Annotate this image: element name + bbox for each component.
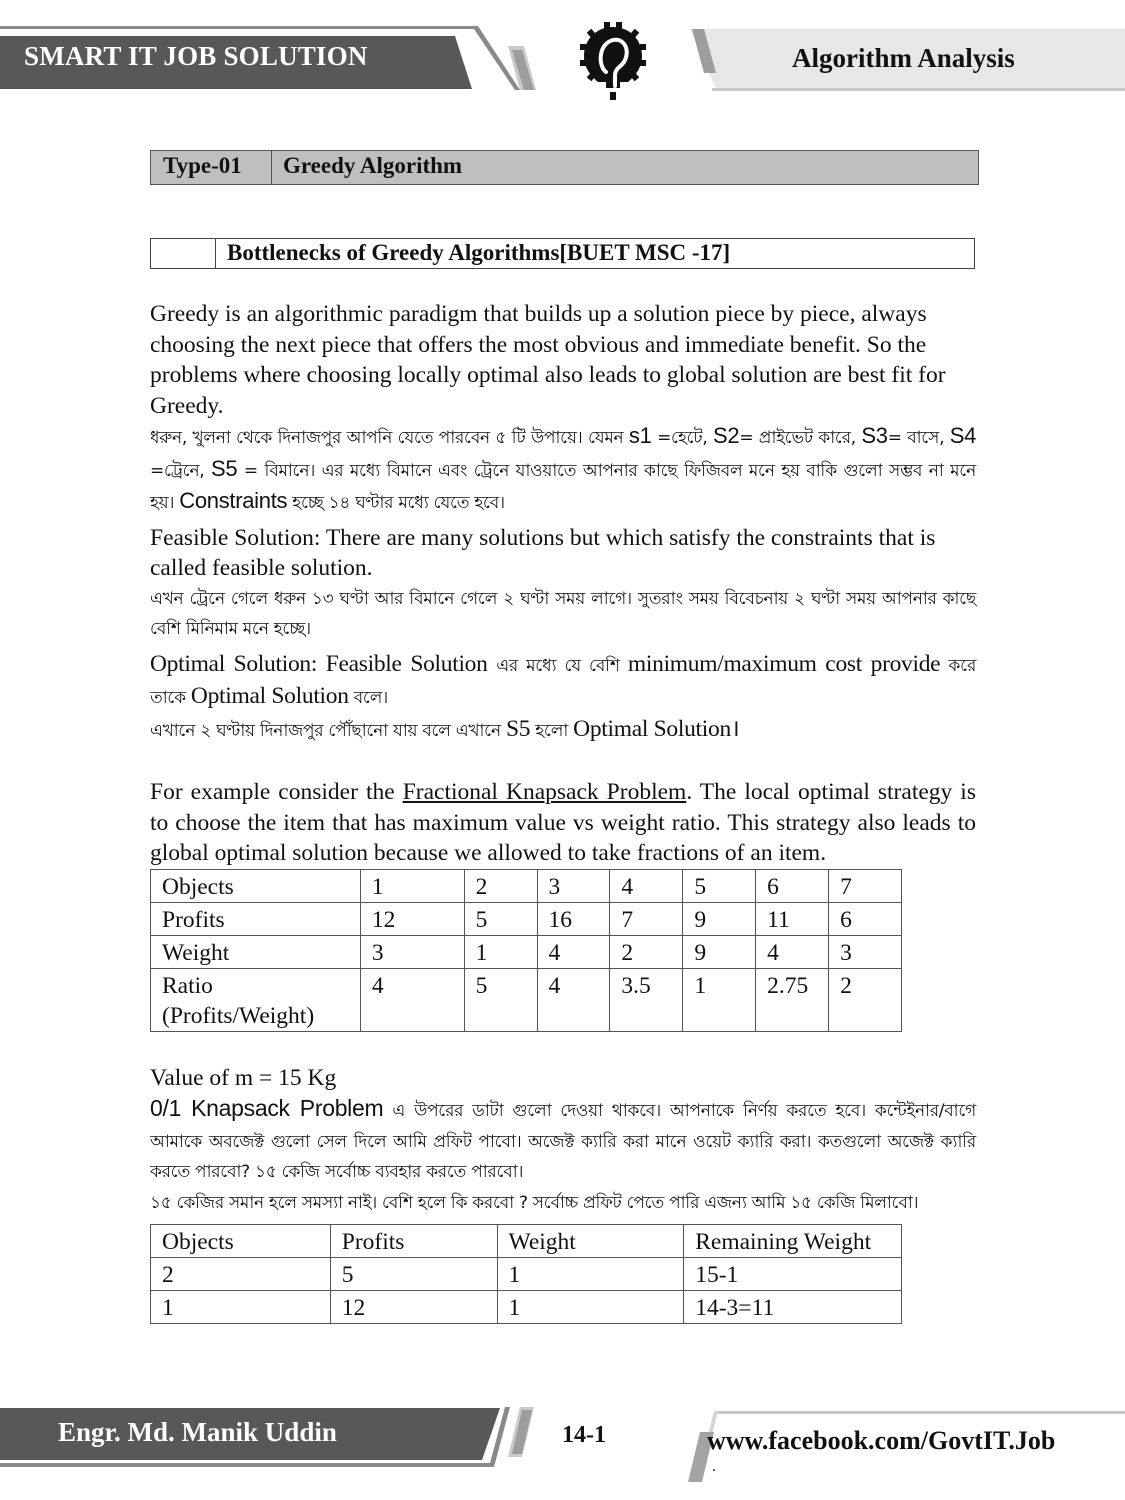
column-header: Profits <box>330 1225 497 1258</box>
gear-question-icon <box>580 22 646 102</box>
page-number: 14-1 <box>562 1422 606 1448</box>
bangla-feasible-paragraph: এখন ট্রেনে গেলে ধরুন ১৩ ঘণ্টা আর বিমানে গেলে ২ ঘণ্টা সময় লাগে। সুতরাং সময় বিবেচনায় ২ ঘণ্টা সময় আপনার কাছে বেশি মিনিমাম মনে হচ্ছে। <box>150 588 976 639</box>
table-cell: 2 <box>464 869 537 902</box>
row-label <box>151 968 361 1031</box>
table-cell: 2.75 <box>756 968 829 1031</box>
row-label: Weight <box>151 935 361 968</box>
table-row <box>151 1258 902 1291</box>
table-cell: 5 <box>464 902 537 935</box>
table-cell: 2 <box>829 968 902 1031</box>
document-body <box>150 299 976 1324</box>
table-cell: 7 <box>610 902 683 935</box>
table-row <box>151 869 902 902</box>
text-span: 0/1 Knapsack Problem <box>150 1095 384 1121</box>
table-cell: 4 <box>537 935 610 968</box>
table-cell: 1 <box>497 1258 684 1291</box>
table-cell: 11 <box>756 902 829 935</box>
table-cell: 1 <box>497 1291 684 1324</box>
knapsack-01-paragraph <box>150 1093 976 1188</box>
text-span: S5 <box>211 455 238 481</box>
table-cell: 9 <box>683 902 756 935</box>
table-header-row <box>151 1225 902 1258</box>
bangla-max-paragraph: ১৫ কেজির সমান হলে সমস্যা নাই। বেশি হলে কি করবো ? সর্বোচ্চ প্রফিট পেতে পারি এজন্য আমি ১৫ কেজি মিলাবো। <box>150 1192 919 1213</box>
table-row <box>151 935 902 968</box>
table-row <box>151 902 902 935</box>
text-span: . The local optimal strategy is to choose the item that has maximum value vs weight ratio. This strategy also leads to global optimal solution because we allowed to take fractions of an item. <box>150 779 976 866</box>
row-label: Objects <box>151 869 361 902</box>
table-cell: 3 <box>537 869 610 902</box>
facebook-url-link[interactable]: www.facebook.com/GovtIT.Job <box>707 1426 1056 1455</box>
column-header: Remaining Weight <box>684 1225 902 1258</box>
chapter-title: Algorithm Analysis <box>792 43 1015 73</box>
type-title: Greedy Algorithm <box>283 153 463 178</box>
text-span: Optimal Solution। <box>573 715 740 742</box>
author-name: Engr. Md. Manik Uddin <box>58 1417 337 1447</box>
table-cell: 3 <box>360 935 464 968</box>
text-span: =ট্রেনে, <box>150 460 211 481</box>
text-span: হলো <box>530 720 574 741</box>
knapsack-items-table <box>150 869 902 1032</box>
table-cell: 5 <box>683 869 756 902</box>
text-span: For example consider the <box>150 779 403 805</box>
table-cell: 4 <box>610 869 683 902</box>
brand-title: SMART IT JOB SOLUTION <box>24 41 368 71</box>
table-cell: 7 <box>829 869 902 902</box>
text-span: ধরুন, খুলনা থেকে দিনাজপুর আপনি যেতে পারবেন ৫ টি উপায়ে। যেমন <box>150 428 629 448</box>
type-heading-box <box>150 150 979 185</box>
column-header: Objects <box>151 1225 331 1258</box>
table-cell: 4 <box>537 968 610 1031</box>
table-cell: 1 <box>360 869 464 902</box>
table-cell: 1 <box>151 1291 331 1324</box>
table-cell: 3 <box>829 935 902 968</box>
row-label: Profits <box>151 902 361 935</box>
text-span: S3 <box>861 423 888 448</box>
text-span: s1 <box>628 423 652 448</box>
bangla-optimal-paragraph <box>150 714 976 747</box>
type-label: Type-01 <box>151 151 272 184</box>
text-span: Constraints <box>179 488 288 513</box>
text-span: S4 <box>949 423 977 448</box>
text-span: S5 <box>505 715 531 742</box>
table-cell: 4 <box>360 968 464 1031</box>
text-span: Optimal Solution: Feasible Solution <box>150 650 497 677</box>
text-span: এখানে ২ ঘণ্টায় দিনাজপুর পৌঁছানো যায় বলে এখানে <box>150 720 506 741</box>
text-span: = প্রাইভেট কারে, <box>739 428 862 448</box>
table-cell: 1 <box>464 935 537 968</box>
table-cell: 4 <box>756 935 829 968</box>
table-cell: 12 <box>330 1291 497 1324</box>
header-right-shadow <box>712 88 1125 91</box>
text-span: Optimal Solution <box>190 683 349 709</box>
table-row <box>151 968 902 1031</box>
section-heading-box <box>150 238 975 269</box>
column-header: Weight <box>497 1225 684 1258</box>
text-span: minimum/maximum cost provide <box>627 650 941 677</box>
table-cell: 16 <box>537 902 610 935</box>
footer-dot: . <box>712 1458 716 1475</box>
text-span: হচ্ছে ১৪ ঘণ্টার মধ্যে যেতে হবে। <box>287 493 505 513</box>
value-of-m: Value of m = 15 Kg <box>150 1064 337 1091</box>
table-cell: 5 <box>464 968 537 1031</box>
table-cell: 3.5 <box>610 968 683 1031</box>
text-span: করে তাকে <box>150 655 976 708</box>
table-cell: 6 <box>829 902 902 935</box>
section-title: Bottlenecks of Greedy Algorithms[BUET MSC -17] <box>227 240 731 265</box>
fractional-knapsack-link[interactable]: Fractional Knapsack Problem <box>402 779 687 805</box>
ratio-sublabel: (Profits/Weight) <box>162 1002 315 1029</box>
section-number <box>151 239 216 268</box>
text-span: এ উপরের ডাটা গুলো দেওয়া থাকবে। আপনাকে নির্ণয় করতে হবে। কন্টেইনার/বাগে আমাকে অবজেক্ট গুলো সেল দিলে আমি প্রফিট পাবো। অজেক্ট ক্যারি করা মানে ওয়েট ক্যারি করা। কতগুলো অজেক্ট ক্যারি করতে পারবো? ১৫ কেজি সর্বোচ্চ ব্যবহার করতে পারবো। <box>150 1101 976 1182</box>
table-cell: 9 <box>683 935 756 968</box>
footer-right-line <box>715 1411 1125 1414</box>
table-cell: 12 <box>360 902 464 935</box>
table-cell: 6 <box>756 869 829 902</box>
text-span: = বাসে, <box>887 428 950 448</box>
table-cell: 5 <box>330 1258 497 1291</box>
text-span: এর মধ্যে যে বেশি <box>496 655 628 676</box>
table-cell: 2 <box>610 935 683 968</box>
bangla-example-paragraph <box>150 421 976 519</box>
table-cell: 15-1 <box>684 1258 902 1291</box>
table-cell: 2 <box>151 1258 331 1291</box>
text-span: =হেটে, <box>651 428 714 448</box>
ratio-label: Ratio <box>162 972 213 999</box>
knapsack-selection-table <box>150 1224 902 1324</box>
table-row <box>151 1291 902 1324</box>
text-span: S2 <box>713 423 740 448</box>
text-span: বলে। <box>348 688 388 708</box>
table-cell: 14-3=11 <box>684 1291 902 1324</box>
feasible-solution-paragraph: Feasible Solution: There are many solutions but which satisfy the constraints that is called feasible solution. <box>150 524 936 581</box>
fractional-knapsack-paragraph <box>150 777 976 869</box>
intro-paragraph: Greedy is an algorithmic paradigm that builds up a solution piece by piece, always choosing the next piece that offers the most obvious and immediate benefit. So the problems where choosing locally optimal also leads to global solution are best fit for Greedy. <box>150 301 946 419</box>
table-cell: 1 <box>683 968 756 1031</box>
text-span: = বিমানে। এর মধ্যে বিমানে এবং ট্রেনে যাওয়াতে আপনার কাছে ফিজিবল মনে হয় বাকি গুলো সম্ভব না মনে হয়। <box>150 460 976 513</box>
optimal-solution-paragraph <box>150 649 976 714</box>
